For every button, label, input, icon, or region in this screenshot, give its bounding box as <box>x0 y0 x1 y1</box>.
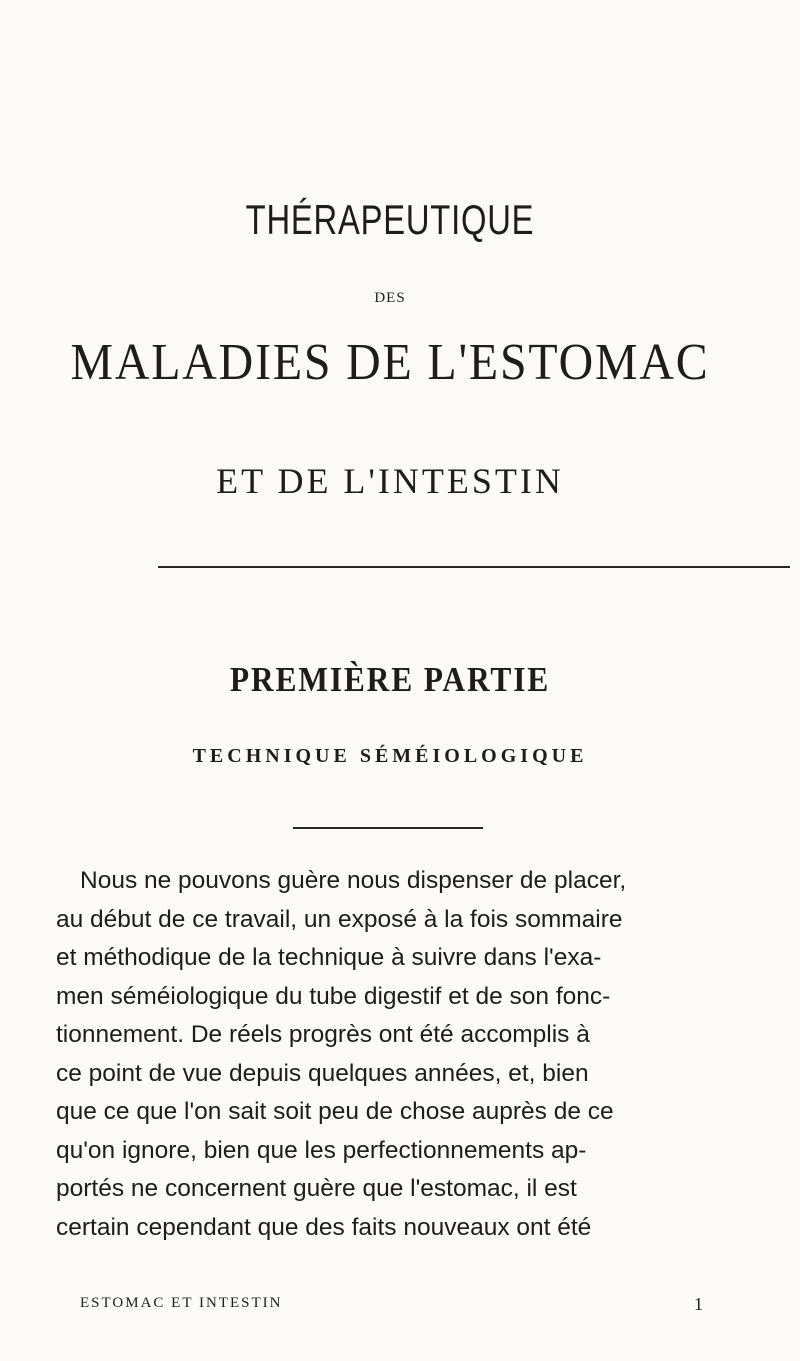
signature-mark: 1 <box>694 1294 703 1314</box>
section-rule <box>293 827 483 829</box>
title-subject-continued: ET DE L'INTESTIN <box>216 461 564 501</box>
divider-rule <box>158 566 790 568</box>
text-line: certain cependant que des faits nouveaux ont été <box>56 1213 592 1241</box>
text-line: ce point de vue depuis quelques années, et, bien <box>56 1059 589 1087</box>
text-line: tionnement. De réels progrès ont été accomplis à <box>56 1021 590 1048</box>
text-line: men séméiologique du tube digestif et de son fonc- <box>56 982 611 1010</box>
running-title: ESTOMAC ET INTESTIN <box>80 1295 283 1311</box>
text-line: et méthodique de la technique à suivre dans l'exa- <box>56 944 602 971</box>
title-main: THÉRAPEUTIQUE <box>245 196 535 243</box>
part-subtitle: TECHNIQUE SÉMÉIOLOGIQUE <box>192 745 588 767</box>
part-title: PREMIÈRE PARTIE <box>229 660 551 699</box>
text-line: Nous ne pouvons guère nous dispenser de placer, <box>80 867 627 894</box>
text-line: qu'on ignore, bien que les perfectionnements ap- <box>56 1136 587 1164</box>
text-line: que ce que l'on sait soit peu de chose auprès de ce <box>56 1098 614 1125</box>
text-line: portés ne concernent guère que l'estomac, il est <box>56 1175 577 1202</box>
text-line: au début de ce travail, un exposé à la fois sommaire <box>56 905 623 933</box>
body-paragraph <box>56 862 736 1247</box>
title-subject: MALADIES DE L'ESTOMAC <box>70 334 710 391</box>
title-connector: DES <box>374 290 406 306</box>
